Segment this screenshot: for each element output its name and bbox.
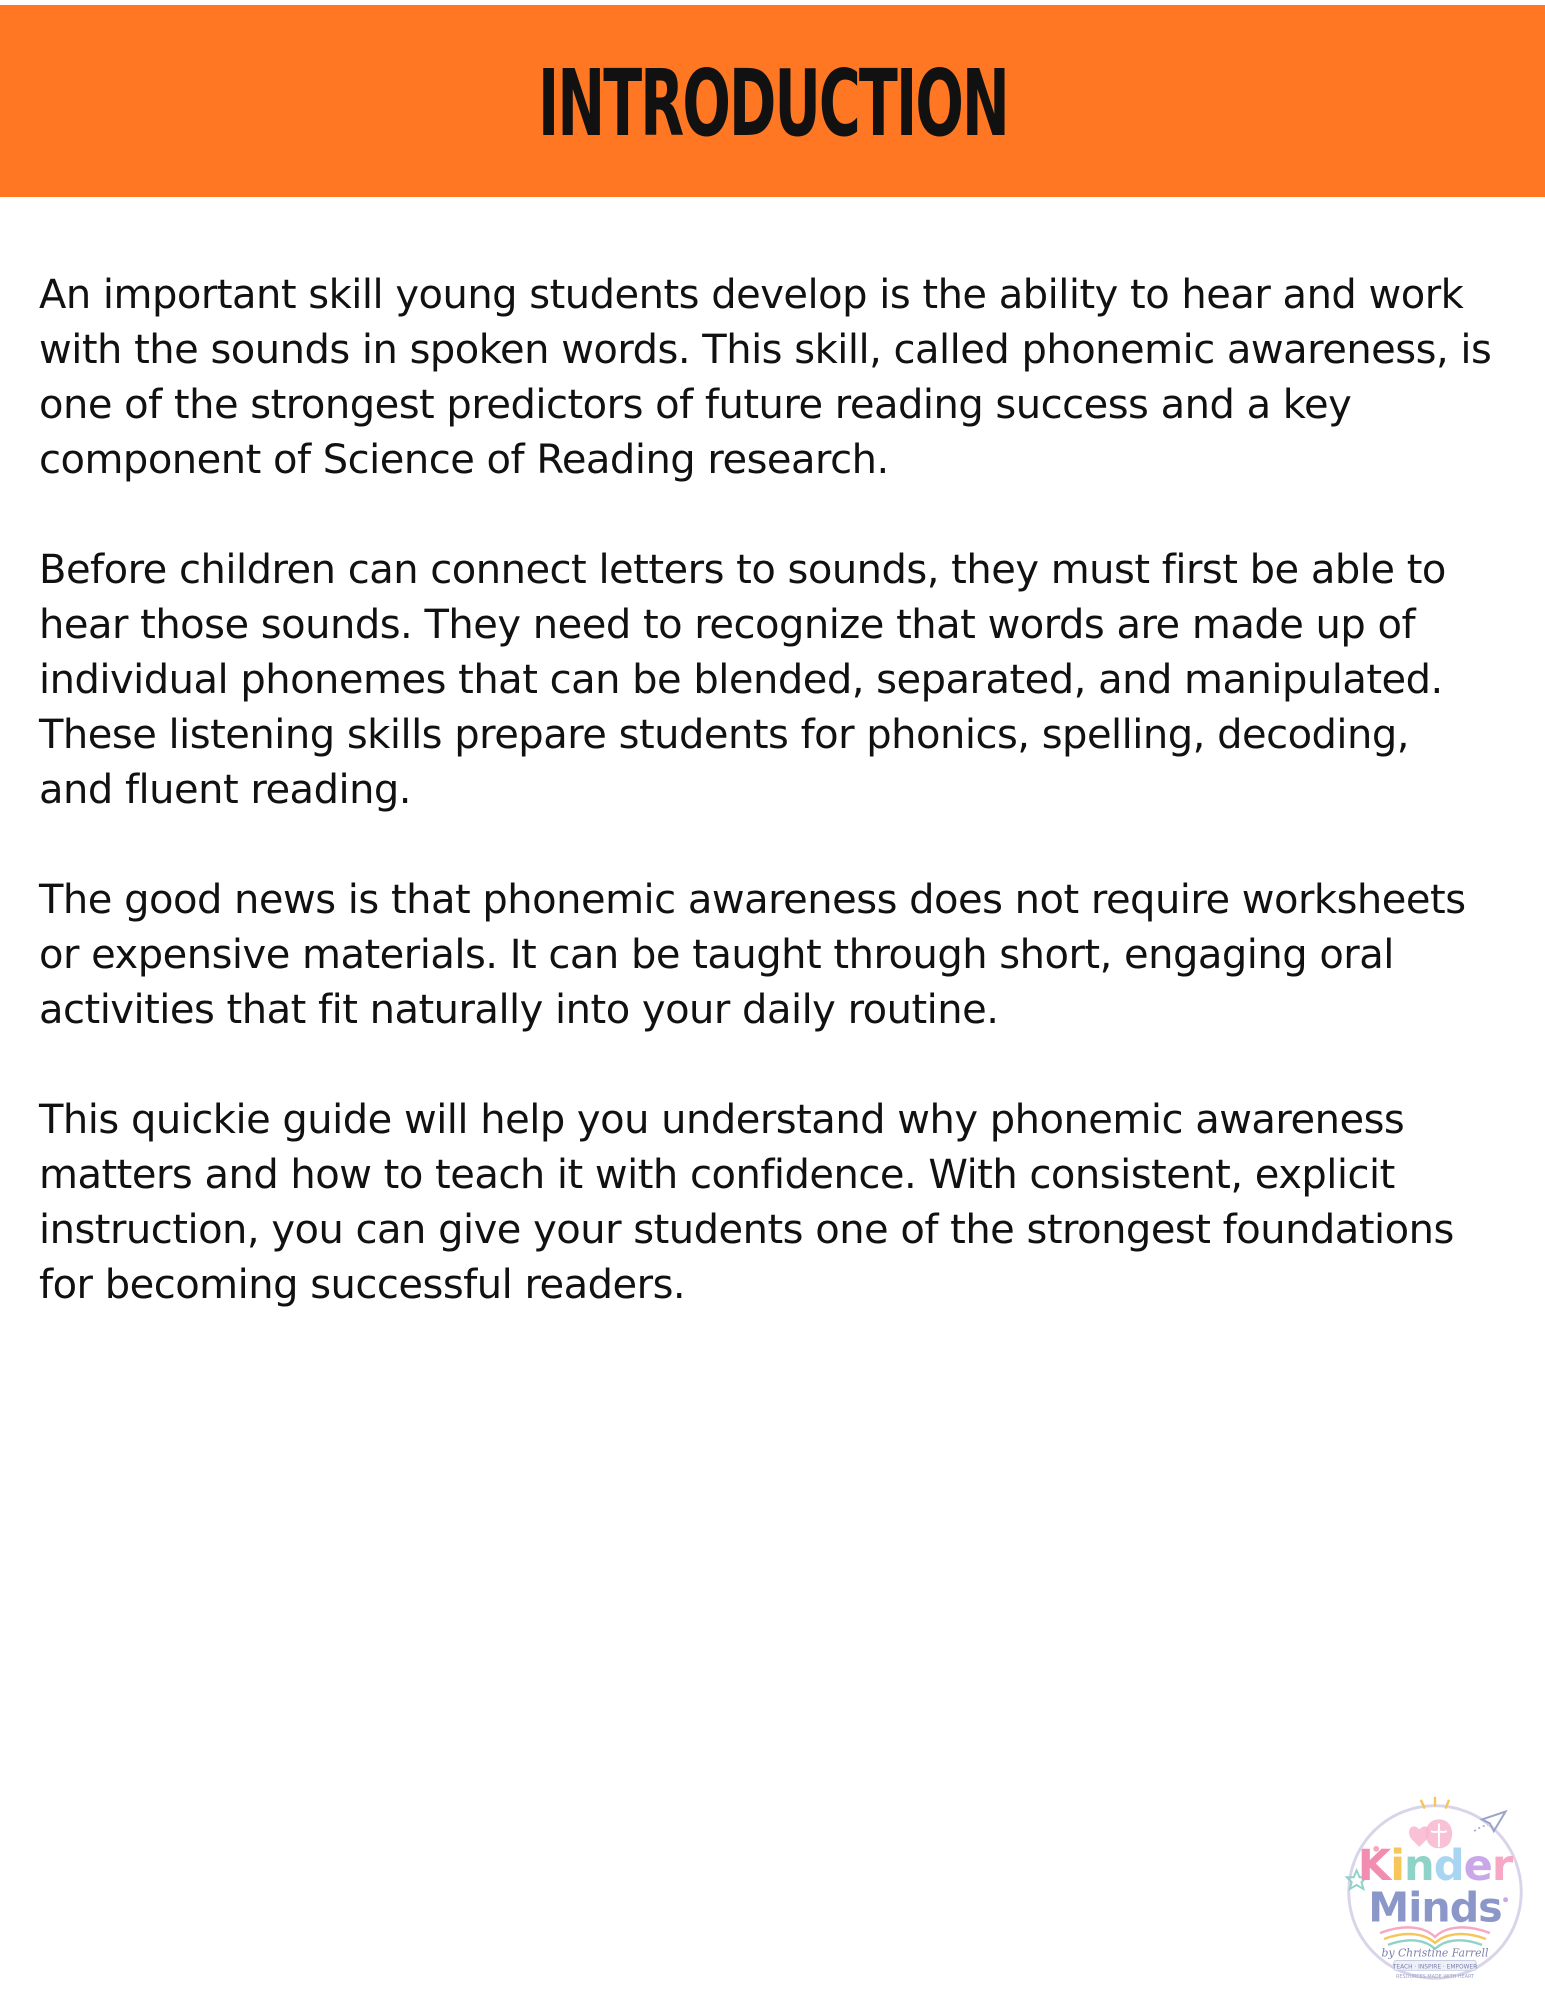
logo-motto: RESOURCES MADE WITH HEART xyxy=(1396,1974,1474,1981)
text-line: instruction, you can give your students one of the strongest foundations xyxy=(39,1207,1454,1253)
text-line: activities that fit naturally into your daily routine. xyxy=(39,987,999,1033)
text-line: component of Science of Reading research. xyxy=(39,437,889,483)
page-title: INTRODUCTION xyxy=(537,49,1008,157)
text-line: This quickie guide will help you understand why phonemic awareness xyxy=(39,1097,1405,1143)
header-banner xyxy=(0,5,1545,197)
text-line: one of the strongest predictors of future reading success and a key xyxy=(39,382,1352,428)
paragraph-1 xyxy=(39,268,1519,488)
dot-icon xyxy=(1503,1897,1508,1902)
logo-word-kinder: Kinder xyxy=(1357,1841,1513,1892)
text-line: with the sounds in spoken words. This skill, called phonemic awareness, is xyxy=(39,327,1492,373)
text-line: Before children can connect letters to sounds, they must first be able to xyxy=(39,547,1446,593)
text-line: and fluent reading. xyxy=(39,767,412,813)
kinder-minds-logo xyxy=(1337,1790,1533,1986)
text-line: The good news is that phonemic awareness does not require worksheets xyxy=(39,877,1466,923)
paragraph-4 xyxy=(39,1093,1519,1313)
text-line: or expensive materials. It can be taught through short, engaging oral xyxy=(39,932,1394,978)
logo-byline: by Christine Farrell xyxy=(1381,1946,1489,1960)
intro-text xyxy=(39,268,1519,1368)
logo-word-minds: Minds xyxy=(1368,1883,1502,1932)
text-line: An important skill young students develop is the ability to hear and work xyxy=(39,272,1464,318)
logo-tagline: TEACH · INSPIRE · EMPOWER xyxy=(1392,1964,1478,1971)
text-line: These listening skills prepare students for phonics, spelling, decoding, xyxy=(39,712,1409,758)
text-line: hear those sounds. They need to recognize that words are made up of xyxy=(39,602,1416,648)
paragraph-2 xyxy=(39,543,1519,818)
text-line: matters and how to teach it with confidence. With consistent, explicit xyxy=(39,1152,1395,1198)
text-line: for becoming successful readers. xyxy=(39,1262,686,1308)
text-line: individual phonemes that can be blended, separated, and manipulated. xyxy=(39,657,1443,703)
paragraph-3 xyxy=(39,873,1519,1038)
